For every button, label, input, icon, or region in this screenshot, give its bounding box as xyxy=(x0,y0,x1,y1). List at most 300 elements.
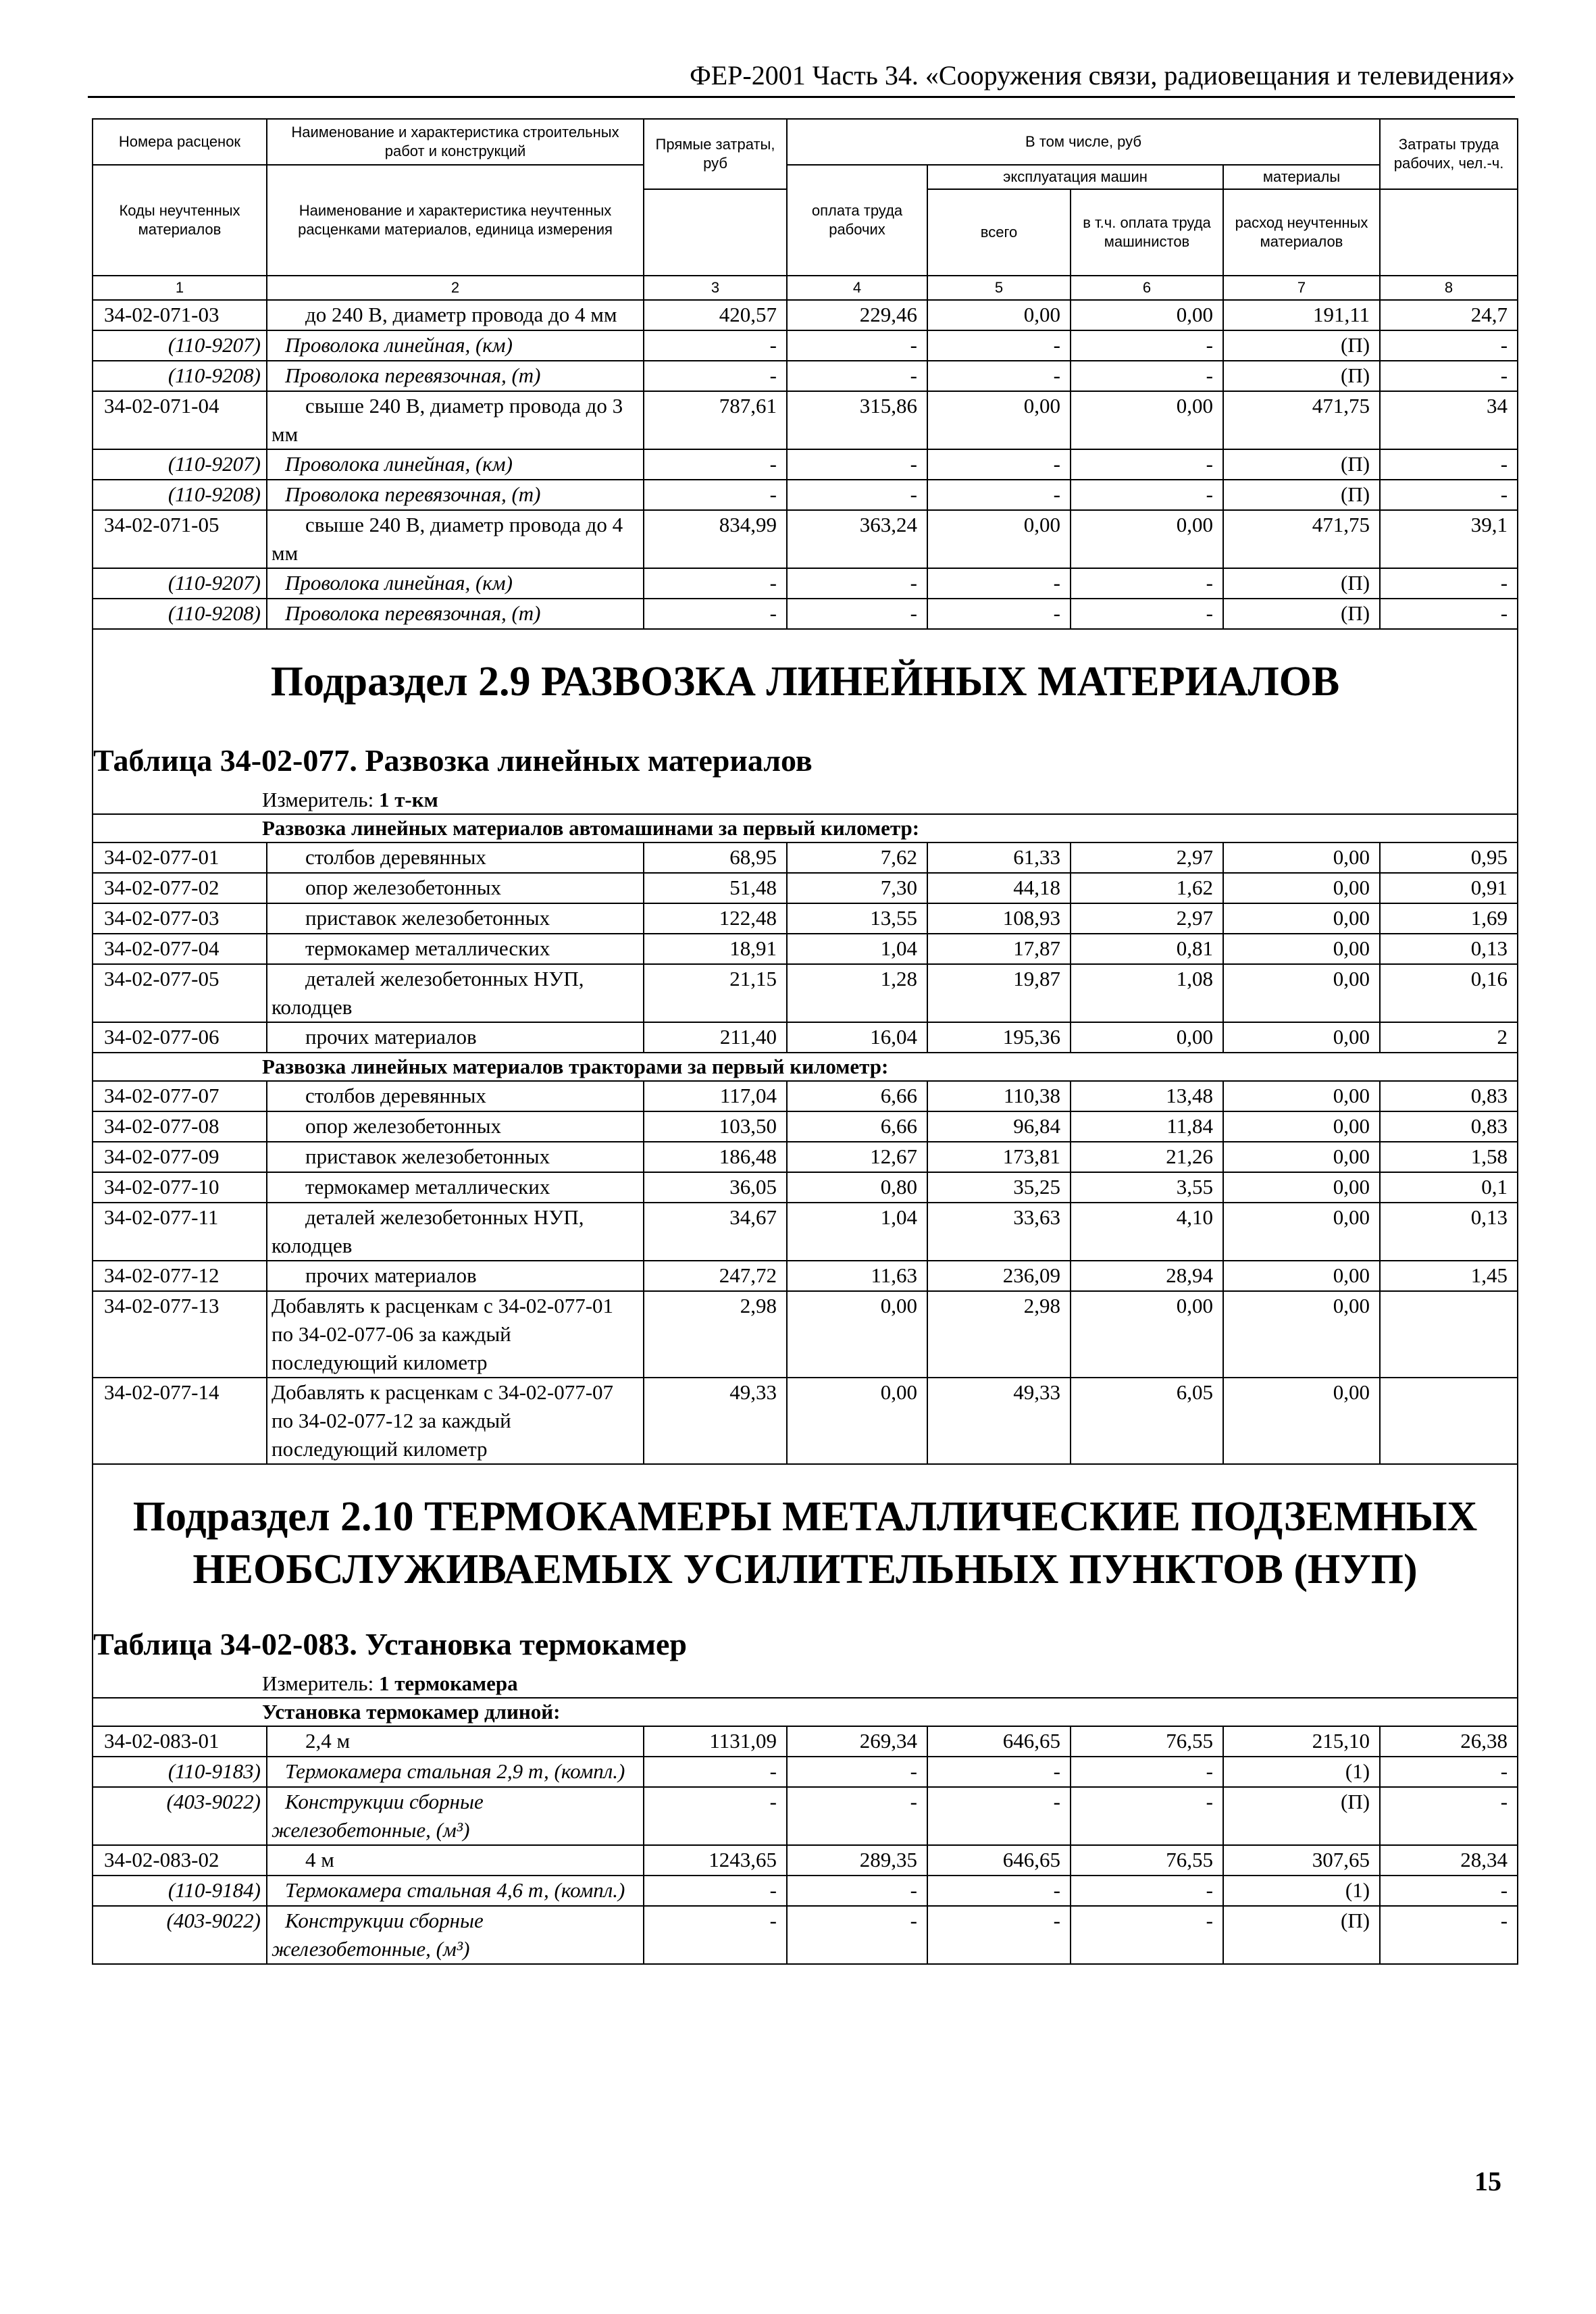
value-col-7: 471,75 xyxy=(1223,510,1380,568)
table-row xyxy=(93,300,1518,330)
material-code: (403-9022) xyxy=(93,1787,267,1845)
meter-077 xyxy=(93,786,1517,813)
value-col-8: - xyxy=(1380,568,1518,599)
value-col-6: - xyxy=(1071,449,1223,480)
value-col-4: - xyxy=(787,1906,927,1964)
value-col-5: 35,25 xyxy=(927,1172,1071,1203)
value-col-6: - xyxy=(1071,1787,1223,1845)
material-row xyxy=(93,449,1518,480)
value-col-6: 0,00 xyxy=(1071,510,1223,568)
rate-name: опор железобетонных xyxy=(267,1111,644,1142)
rate-code: 34-02-077-07 xyxy=(93,1081,267,1111)
material-name: Проволока перевязочная, (т) xyxy=(267,480,644,510)
table-row xyxy=(93,1022,1518,1053)
value-col-5: 19,87 xyxy=(927,964,1071,1022)
material-code: (110-9208) xyxy=(93,361,267,391)
value-col-7: 0,00 xyxy=(1223,1172,1380,1203)
value-col-5: 0,00 xyxy=(927,391,1071,449)
value-col-7: 0,00 xyxy=(1223,1022,1380,1053)
value-col-5: - xyxy=(927,1876,1071,1906)
col-machine-use: эксплуатация машин xyxy=(927,165,1223,189)
rate-code: 34-02-077-05 xyxy=(93,964,267,1022)
col-num-4: 4 xyxy=(787,276,927,300)
material-name: Термокамера стальная 4,6 т, (компл.) xyxy=(267,1876,644,1906)
rate-name: свыше 240 В, диаметр провода до 4 мм xyxy=(267,510,644,568)
table-title-083: Таблица 34-02-083. Установка термокамер xyxy=(93,1627,687,1661)
rate-code: 34-02-071-03 xyxy=(93,300,267,330)
value-col-3: - xyxy=(644,1787,787,1845)
value-col-5: 61,33 xyxy=(927,842,1071,873)
rate-code: 34-02-071-04 xyxy=(93,391,267,449)
section-title-2-10 xyxy=(93,1465,1517,1609)
material-row xyxy=(93,1876,1518,1906)
table-row xyxy=(93,391,1518,449)
value-col-6: 1,62 xyxy=(1071,873,1223,903)
value-col-3: 2,98 xyxy=(644,1291,787,1378)
value-col-4: - xyxy=(787,1757,927,1787)
value-col-4: - xyxy=(787,330,927,361)
rate-name: Добавлять к расценкам с 34-02-077-07 по 34-02-077-12 за каждый последующий километр xyxy=(267,1378,644,1464)
rate-code: 34-02-077-11 xyxy=(93,1203,267,1261)
rate-name: 4 м xyxy=(267,1845,644,1876)
value-col-6: 3,55 xyxy=(1071,1172,1223,1203)
value-col-8: 28,34 xyxy=(1380,1845,1518,1876)
value-col-6: 4,10 xyxy=(1071,1203,1223,1261)
material-code: (110-9207) xyxy=(93,330,267,361)
value-col-6: - xyxy=(1071,480,1223,510)
value-col-6: - xyxy=(1071,361,1223,391)
value-col-6: 28,94 xyxy=(1071,1261,1223,1291)
material-row xyxy=(93,330,1518,361)
col-num-1: 1 xyxy=(93,276,267,300)
meter-label: Измеритель: xyxy=(262,788,379,811)
material-name: Термокамера стальная 2,9 т, (компл.) xyxy=(267,1757,644,1787)
value-col-8: 0,83 xyxy=(1380,1081,1518,1111)
value-col-8: 2 xyxy=(1380,1022,1518,1053)
material-code: (110-9183) xyxy=(93,1757,267,1787)
value-col-7: 0,00 xyxy=(1223,1081,1380,1111)
material-code: (110-9207) xyxy=(93,449,267,480)
table-row xyxy=(93,964,1518,1022)
section-title-line2: НЕОБСЛУЖИВАЕМЫХ УСИЛИТЕЛЬНЫХ ПУНКТОВ (НУП) xyxy=(192,1546,1418,1592)
meter-label: Измеритель: xyxy=(262,1671,379,1695)
col-worker-pay: оплата труда рабочих xyxy=(787,165,927,276)
rate-code: 34-02-077-06 xyxy=(93,1022,267,1053)
value-col-5: - xyxy=(927,1906,1071,1964)
value-col-5: 0,00 xyxy=(927,510,1071,568)
value-col-4: - xyxy=(787,568,927,599)
value-col-5: 0,00 xyxy=(927,300,1071,330)
rate-code: 34-02-071-05 xyxy=(93,510,267,568)
value-col-7: (П) xyxy=(1223,1906,1380,1964)
value-col-8 xyxy=(1380,1291,1518,1378)
value-col-7: (П) xyxy=(1223,1787,1380,1845)
value-col-4: 1,28 xyxy=(787,964,927,1022)
value-col-7: 0,00 xyxy=(1223,1142,1380,1172)
value-col-6: - xyxy=(1071,1876,1223,1906)
value-col-4: 12,67 xyxy=(787,1142,927,1172)
rates-table xyxy=(92,118,1518,1965)
col-num-7: 7 xyxy=(1223,276,1380,300)
page-number: 15 xyxy=(1474,2166,1501,2196)
group-title-trucks: Развозка линейных материалов автомашинами за первый километр: xyxy=(93,814,1518,842)
value-col-4: - xyxy=(787,599,927,629)
value-col-7: (П) xyxy=(1223,568,1380,599)
rate-name: прочих материалов xyxy=(267,1261,644,1291)
value-col-3: - xyxy=(644,361,787,391)
value-col-7: 191,11 xyxy=(1223,300,1380,330)
table-header xyxy=(93,119,1518,300)
value-col-7: (П) xyxy=(1223,480,1380,510)
value-col-7: 0,00 xyxy=(1223,1203,1380,1261)
value-col-4: - xyxy=(787,1876,927,1906)
table-row xyxy=(93,1378,1518,1464)
rate-name: столбов деревянных xyxy=(267,842,644,873)
col-including: В том числе, руб xyxy=(787,119,1380,165)
value-col-3: 834,99 xyxy=(644,510,787,568)
value-col-8: 0,91 xyxy=(1380,873,1518,903)
rate-code: 34-02-077-12 xyxy=(93,1261,267,1291)
section-title-line1: Подраздел 2.10 ТЕРМОКАМЕРЫ МЕТАЛЛИЧЕСКИЕ ПОДЗЕМНЫХ xyxy=(132,1494,1478,1540)
table-body-trucks xyxy=(93,842,1518,1053)
value-col-5: - xyxy=(927,361,1071,391)
meter-value: 1 термокамера xyxy=(378,1671,518,1695)
value-col-4: 0,00 xyxy=(787,1378,927,1464)
rate-name: термокамер металлических xyxy=(267,934,644,964)
value-col-3: 49,33 xyxy=(644,1378,787,1464)
value-col-8: 0,13 xyxy=(1380,1203,1518,1261)
value-col-3: 68,95 xyxy=(644,842,787,873)
material-row xyxy=(93,1787,1518,1845)
value-col-6: - xyxy=(1071,599,1223,629)
value-col-3: - xyxy=(644,480,787,510)
table-row xyxy=(93,1726,1518,1757)
value-col-8: 0,16 xyxy=(1380,964,1518,1022)
value-col-7: 0,00 xyxy=(1223,964,1380,1022)
material-code: (403-9022) xyxy=(93,1906,267,1964)
value-col-7: (П) xyxy=(1223,330,1380,361)
value-col-3: 18,91 xyxy=(644,934,787,964)
value-col-6: 6,05 xyxy=(1071,1378,1223,1464)
value-col-7: 215,10 xyxy=(1223,1726,1380,1757)
col-machinist-pay: в т.ч. оплата труда машинистов xyxy=(1071,189,1223,276)
value-col-3: 420,57 xyxy=(644,300,787,330)
value-col-5: 17,87 xyxy=(927,934,1071,964)
value-col-6: 0,00 xyxy=(1071,300,1223,330)
material-name: Конструкции сборные железобетонные, (м³) xyxy=(267,1787,644,1845)
value-col-4: 289,35 xyxy=(787,1845,927,1876)
value-col-7: 307,65 xyxy=(1223,1845,1380,1876)
group-title-tractors: Развозка линейных материалов тракторами за первый километр: xyxy=(93,1053,1518,1081)
value-col-4: - xyxy=(787,1787,927,1845)
group-title-install: Установка термокамер длиной: xyxy=(93,1698,1518,1726)
value-col-7: (1) xyxy=(1223,1757,1380,1787)
col-num-5: 5 xyxy=(927,276,1071,300)
value-col-8: 34 xyxy=(1380,391,1518,449)
value-col-3: 103,50 xyxy=(644,1111,787,1142)
value-col-7: 0,00 xyxy=(1223,903,1380,934)
value-col-8: 39,1 xyxy=(1380,510,1518,568)
value-col-3: - xyxy=(644,1906,787,1964)
table-body-tractors xyxy=(93,1081,1518,1464)
value-col-4: - xyxy=(787,480,927,510)
value-col-4: 16,04 xyxy=(787,1022,927,1053)
material-row xyxy=(93,568,1518,599)
col-direct-cost: Прямые затраты, руб xyxy=(644,119,787,189)
value-col-8: 1,69 xyxy=(1380,903,1518,934)
col-rate-number: Номера расценок xyxy=(93,119,267,165)
rate-code: 34-02-077-01 xyxy=(93,842,267,873)
meter-083 xyxy=(93,1670,1517,1697)
value-col-5: 2,98 xyxy=(927,1291,1071,1378)
value-col-4: 1,04 xyxy=(787,934,927,964)
value-col-8: 24,7 xyxy=(1380,300,1518,330)
value-col-3: 51,48 xyxy=(644,873,787,903)
value-col-3: 1243,65 xyxy=(644,1845,787,1876)
value-col-3: 34,67 xyxy=(644,1203,787,1261)
value-col-8: 1,45 xyxy=(1380,1261,1518,1291)
material-code: (110-9208) xyxy=(93,480,267,510)
value-col-8: - xyxy=(1380,599,1518,629)
value-col-7: 0,00 xyxy=(1223,1111,1380,1142)
material-code: (110-9208) xyxy=(93,599,267,629)
value-col-5: - xyxy=(927,1757,1071,1787)
value-col-3: - xyxy=(644,330,787,361)
value-col-3: 787,61 xyxy=(644,391,787,449)
material-name: Проволока перевязочная, (т) xyxy=(267,361,644,391)
value-col-6: 2,97 xyxy=(1071,903,1223,934)
value-col-8: - xyxy=(1380,1876,1518,1906)
table-row xyxy=(93,873,1518,903)
value-col-3: 247,72 xyxy=(644,1261,787,1291)
col-material-name: Наименование и характеристика неучтенных расценками материалов, единица измерения xyxy=(267,165,644,276)
material-name: Проволока перевязочная, (т) xyxy=(267,599,644,629)
table-row xyxy=(93,842,1518,873)
rate-code: 34-02-077-03 xyxy=(93,903,267,934)
rate-name: приставок железобетонных xyxy=(267,903,644,934)
value-col-8: - xyxy=(1380,1787,1518,1845)
value-col-8: - xyxy=(1380,1757,1518,1787)
rate-name: 2,4 м xyxy=(267,1726,644,1757)
value-col-3: 1131,09 xyxy=(644,1726,787,1757)
value-col-3: 36,05 xyxy=(644,1172,787,1203)
table-row xyxy=(93,903,1518,934)
value-col-7: (1) xyxy=(1223,1876,1380,1906)
value-col-3: 122,48 xyxy=(644,903,787,934)
value-col-6: 21,26 xyxy=(1071,1142,1223,1172)
value-col-3: - xyxy=(644,1757,787,1787)
material-row xyxy=(93,599,1518,629)
material-name: Проволока линейная, (км) xyxy=(267,449,644,480)
value-col-6: 2,97 xyxy=(1071,842,1223,873)
value-col-8 xyxy=(1380,1378,1518,1464)
value-col-5: 108,93 xyxy=(927,903,1071,934)
meter-value: 1 т-км xyxy=(378,788,438,811)
value-col-3: - xyxy=(644,568,787,599)
value-col-3: - xyxy=(644,599,787,629)
value-col-7: 0,00 xyxy=(1223,1378,1380,1464)
value-col-6: 11,84 xyxy=(1071,1111,1223,1142)
rate-code: 34-02-077-08 xyxy=(93,1111,267,1142)
rate-name: приставок железобетонных xyxy=(267,1142,644,1172)
value-col-6: 76,55 xyxy=(1071,1726,1223,1757)
col-num-6: 6 xyxy=(1071,276,1223,300)
value-col-5: 173,81 xyxy=(927,1142,1071,1172)
value-col-4: - xyxy=(787,361,927,391)
value-col-4: - xyxy=(787,449,927,480)
rate-name: термокамер металлических xyxy=(267,1172,644,1203)
rate-code: 34-02-077-02 xyxy=(93,873,267,903)
material-row xyxy=(93,1906,1518,1964)
value-col-5: - xyxy=(927,330,1071,361)
col-num-8: 8 xyxy=(1380,276,1518,300)
value-col-4: 363,24 xyxy=(787,510,927,568)
value-col-4: 0,00 xyxy=(787,1291,927,1378)
value-col-8: - xyxy=(1380,449,1518,480)
col-material-use: расход неучтенных материалов xyxy=(1223,189,1380,276)
value-col-4: 13,55 xyxy=(787,903,927,934)
table-row xyxy=(93,1111,1518,1142)
value-col-5: 96,84 xyxy=(927,1111,1071,1142)
value-col-6: 0,81 xyxy=(1071,934,1223,964)
table-body-top xyxy=(93,300,1518,629)
value-col-6: 13,48 xyxy=(1071,1081,1223,1111)
value-col-6: 76,55 xyxy=(1071,1845,1223,1876)
col-num-2: 2 xyxy=(267,276,644,300)
value-col-7: 0,00 xyxy=(1223,1261,1380,1291)
value-col-8: - xyxy=(1380,1906,1518,1964)
value-col-3: 117,04 xyxy=(644,1081,787,1111)
rate-name: деталей железобетонных НУП, колодцев xyxy=(267,1203,644,1261)
value-col-8: 26,38 xyxy=(1380,1726,1518,1757)
value-col-5: - xyxy=(927,449,1071,480)
value-col-3: - xyxy=(644,449,787,480)
rate-code: 34-02-077-13 xyxy=(93,1291,267,1378)
rate-code: 34-02-077-09 xyxy=(93,1142,267,1172)
rate-code: 34-02-083-01 xyxy=(93,1726,267,1757)
value-col-6: - xyxy=(1071,1906,1223,1964)
col-blank-3 xyxy=(644,189,787,276)
value-col-5: 236,09 xyxy=(927,1261,1071,1291)
rate-code: 34-02-083-02 xyxy=(93,1845,267,1876)
material-row xyxy=(93,361,1518,391)
material-name: Проволока линейная, (км) xyxy=(267,330,644,361)
value-col-7: 0,00 xyxy=(1223,1291,1380,1378)
table-row xyxy=(93,1142,1518,1172)
col-work-name: Наименование и характеристика строительных работ и конструкций xyxy=(267,119,644,165)
rate-name: Добавлять к расценкам с 34-02-077-01 по 34-02-077-06 за каждый последующий километр xyxy=(267,1291,644,1378)
col-machine-total: всего xyxy=(927,189,1071,276)
rate-name: опор железобетонных xyxy=(267,873,644,903)
value-col-8: - xyxy=(1380,361,1518,391)
value-col-5: - xyxy=(927,480,1071,510)
material-code: (110-9184) xyxy=(93,1876,267,1906)
value-col-4: 7,62 xyxy=(787,842,927,873)
value-col-3: 186,48 xyxy=(644,1142,787,1172)
col-blank-8 xyxy=(1380,189,1518,276)
value-col-6: 0,00 xyxy=(1071,1022,1223,1053)
value-col-8: 0,13 xyxy=(1380,934,1518,964)
material-name: Конструкции сборные железобетонные, (м³) xyxy=(267,1906,644,1964)
col-materials: материалы xyxy=(1223,165,1380,189)
rate-name: столбов деревянных xyxy=(267,1081,644,1111)
section-2-9 xyxy=(93,629,1518,842)
section-title-2-9: Подраздел 2.9 РАЗВОЗКА ЛИНЕЙНЫХ МАТЕРИАЛОВ xyxy=(270,659,1340,705)
rate-name: до 240 В, диаметр провода до 4 мм xyxy=(267,300,644,330)
value-col-6: 1,08 xyxy=(1071,964,1223,1022)
table-row xyxy=(93,1081,1518,1111)
value-col-6: - xyxy=(1071,1757,1223,1787)
section-2-10 xyxy=(93,1464,1518,1726)
value-col-4: 6,66 xyxy=(787,1111,927,1142)
value-col-5: 646,65 xyxy=(927,1726,1071,1757)
rate-name: прочих материалов xyxy=(267,1022,644,1053)
value-col-7: 0,00 xyxy=(1223,934,1380,964)
value-col-5: - xyxy=(927,599,1071,629)
value-col-6: 0,00 xyxy=(1071,1291,1223,1378)
col-material-codes: Коды неучтенных материалов xyxy=(93,165,267,276)
value-col-4: 7,30 xyxy=(787,873,927,903)
value-col-8: 0,83 xyxy=(1380,1111,1518,1142)
table-row xyxy=(93,1203,1518,1261)
material-code: (110-9207) xyxy=(93,568,267,599)
value-col-7: 0,00 xyxy=(1223,873,1380,903)
rates-table-wrapper xyxy=(92,118,1517,1965)
value-col-7: (П) xyxy=(1223,599,1380,629)
value-col-6: 0,00 xyxy=(1071,391,1223,449)
value-col-3: 21,15 xyxy=(644,964,787,1022)
value-col-8: - xyxy=(1380,330,1518,361)
value-col-5: 49,33 xyxy=(927,1378,1071,1464)
table-row xyxy=(93,1291,1518,1378)
table-row xyxy=(93,934,1518,964)
value-col-4: 11,63 xyxy=(787,1261,927,1291)
table-body-thermochambers xyxy=(93,1726,1518,1964)
material-row xyxy=(93,480,1518,510)
value-col-5: - xyxy=(927,1787,1071,1845)
rate-name: свыше 240 В, диаметр провода до 3 мм xyxy=(267,391,644,449)
value-col-4: 0,80 xyxy=(787,1172,927,1203)
group-tractors xyxy=(93,1053,1518,1081)
table-row xyxy=(93,1261,1518,1291)
rate-name: деталей железобетонных НУП, колодцев xyxy=(267,964,644,1022)
page-header: ФЕР-2001 Часть 34. «Сооружения связи, радиовещания и телевидения» xyxy=(88,55,1515,98)
value-col-7: 0,00 xyxy=(1223,842,1380,873)
value-col-7: (П) xyxy=(1223,361,1380,391)
value-col-5: - xyxy=(927,568,1071,599)
value-col-6: - xyxy=(1071,330,1223,361)
material-name: Проволока линейная, (км) xyxy=(267,568,644,599)
table-title-077: Таблица 34-02-077. Развозка линейных материалов xyxy=(93,743,813,778)
value-col-7: (П) xyxy=(1223,449,1380,480)
rate-code: 34-02-077-10 xyxy=(93,1172,267,1203)
value-col-6: - xyxy=(1071,568,1223,599)
value-col-7: 471,75 xyxy=(1223,391,1380,449)
value-col-4: 269,34 xyxy=(787,1726,927,1757)
value-col-8: 0,95 xyxy=(1380,842,1518,873)
value-col-8: 1,58 xyxy=(1380,1142,1518,1172)
rate-code: 34-02-077-14 xyxy=(93,1378,267,1464)
value-col-5: 646,65 xyxy=(927,1845,1071,1876)
value-col-5: 110,38 xyxy=(927,1081,1071,1111)
value-col-5: 44,18 xyxy=(927,873,1071,903)
col-labor: Затраты труда рабочих, чел.-ч. xyxy=(1380,119,1518,189)
value-col-4: 6,66 xyxy=(787,1081,927,1111)
col-num-3: 3 xyxy=(644,276,787,300)
value-col-4: 229,46 xyxy=(787,300,927,330)
rate-code: 34-02-077-04 xyxy=(93,934,267,964)
material-row xyxy=(93,1757,1518,1787)
